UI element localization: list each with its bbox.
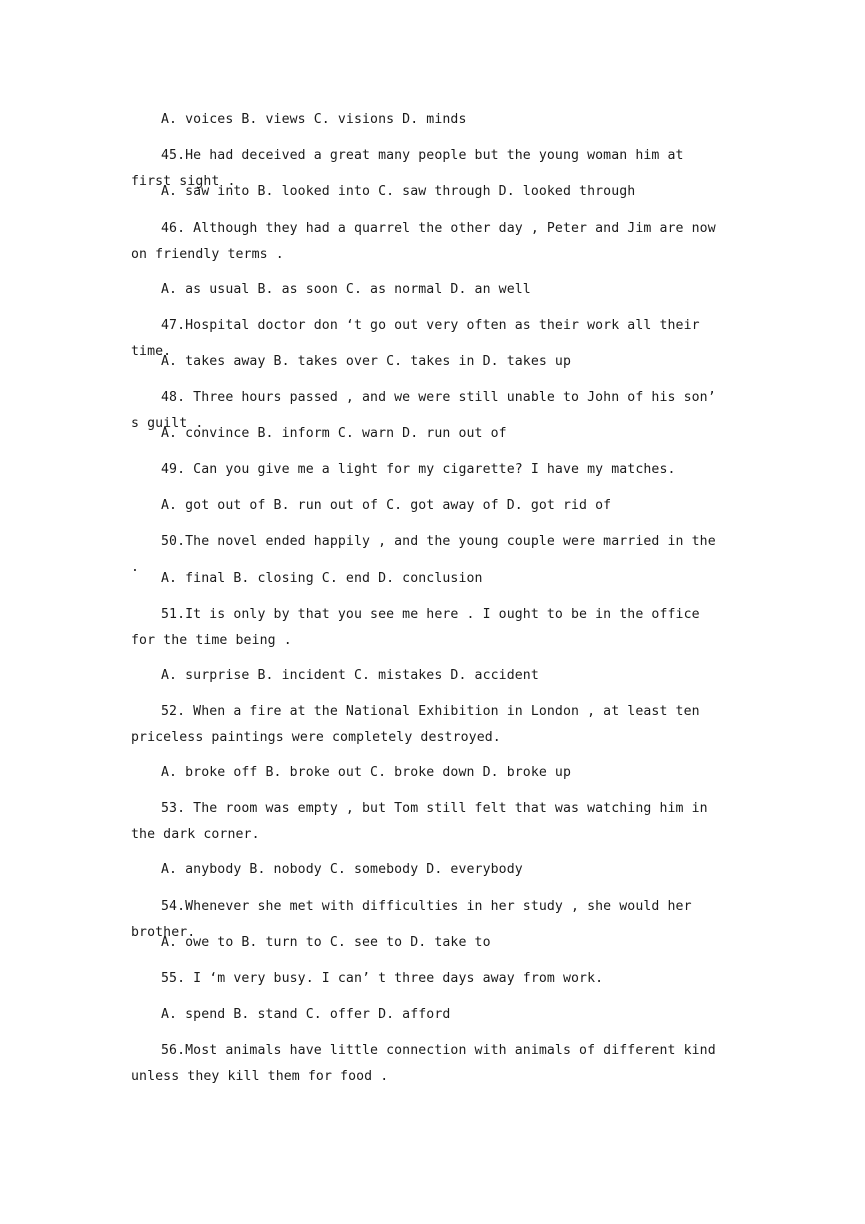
question-55: 55. I ‘m very busy. I can’ t three days away from work.	[161, 971, 604, 986]
question-54: 54.Whenever she met with difficulties in her study , she would her brother.	[131, 899, 700, 940]
question-53: 53. The room was empty , but Tom still felt that was watching him in the dark corner.	[131, 801, 716, 842]
options-44: A. voices B. views C. visions D. minds	[161, 112, 467, 127]
options-46: A. as usual B. as soon C. as normal D. an well	[161, 282, 531, 297]
question-46: 46. Although they had a quarrel the other day , Peter and Jim are now on friendly terms .	[131, 221, 724, 262]
options-50: A. final B. closing C. end D. conclusion	[161, 571, 483, 586]
question-56: 56.Most animals have little connection with animals of different kind unless they kill them for food .	[131, 1043, 724, 1084]
question-47: 47.Hospital doctor don ‘t go out very often as their work all their time.	[131, 318, 708, 359]
question-51: 51.It is only by that you see me here . I ought to be in the office for the time being .	[131, 607, 708, 648]
question-49: 49. Can you give me a light for my cigarette? I have my matches.	[161, 462, 676, 477]
question-52: 52. When a fire at the National Exhibition in London , at least ten priceless paintings were completely destroyed.	[131, 704, 708, 745]
options-45: A. saw into B. looked into C. saw through D. looked through	[161, 184, 636, 199]
question-48: 48. Three hours passed , and we were still unable to John of his son’ s guilt .	[131, 390, 724, 431]
options-52: A. broke off B. broke out C. broke down D. broke up	[161, 765, 572, 780]
question-45: 45.He had deceived a great many people but the young woman him at first sight .	[131, 148, 692, 189]
options-49: A. got out of B. run out of C. got away of D. got rid of	[161, 498, 612, 513]
options-47: A. takes away B. takes over C. takes in D. takes up	[161, 354, 572, 369]
options-53: A. anybody B. nobody C. somebody D. everybody	[161, 862, 523, 877]
options-48: A. convince B. inform C. warn D. run out of	[161, 426, 507, 441]
question-50: 50.The novel ended happily , and the young couple were married in the .	[131, 534, 724, 575]
options-54: A. owe to B. turn to C. see to D. take to	[161, 935, 491, 950]
options-51: A. surprise B. incident C. mistakes D. accident	[161, 668, 539, 683]
options-55: A. spend B. stand C. offer D. afford	[161, 1007, 451, 1022]
